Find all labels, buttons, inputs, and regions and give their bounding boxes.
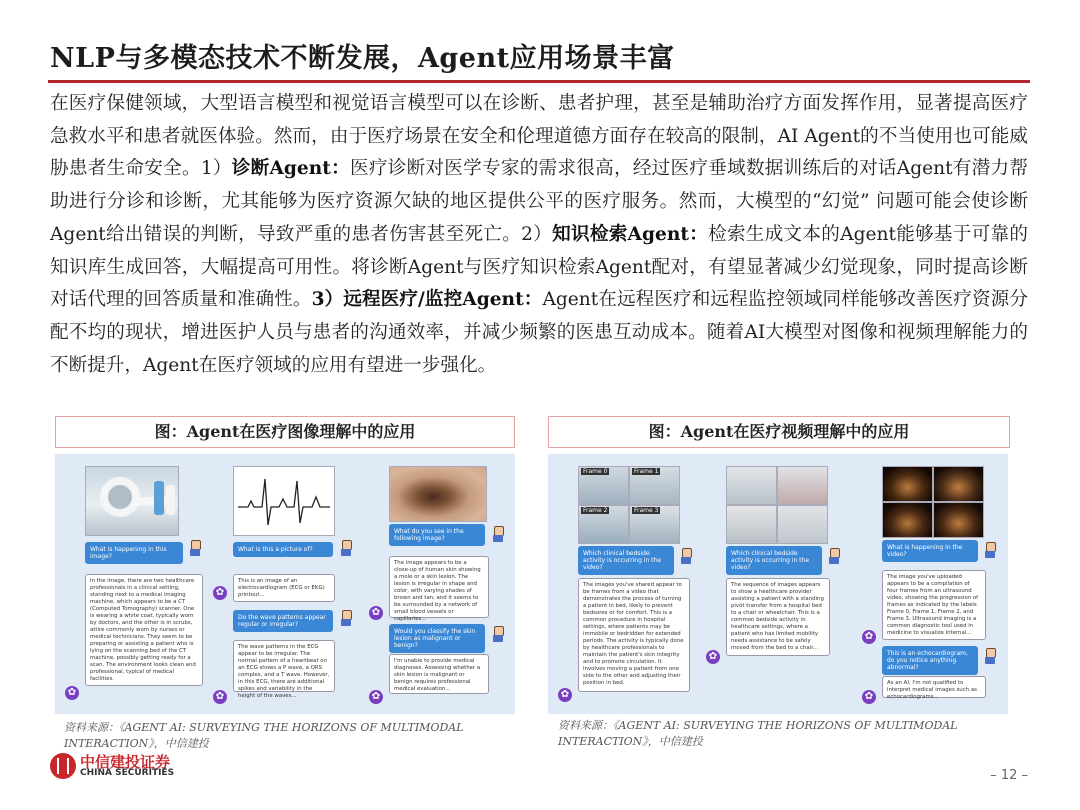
frame-label: Frame 2 — [583, 507, 608, 514]
logo-mark-icon — [50, 753, 76, 779]
user-avatar-icon — [340, 610, 352, 626]
body-paragraph — [50, 88, 1028, 382]
frame-label: Frame 0 — [583, 468, 608, 475]
answer-bubble: As an AI, I'm not qualified to interpret medical images such as echocardiograms... — [882, 676, 986, 698]
logo-chinese-name: 中信建投证券 — [80, 753, 171, 771]
figure-video-understanding — [548, 454, 1008, 714]
openai-logo-icon: ✿ — [369, 690, 383, 704]
openai-logo-icon: ✿ — [213, 586, 227, 600]
openai-logo-icon: ✿ — [65, 686, 79, 700]
source-line: 资料来源：《AGENT AI: SURVEYING THE HORIZONS OF MULTIMODAL — [64, 721, 464, 734]
user-avatar-icon — [828, 548, 840, 564]
body-text-3: 检索生成文本的Agent能够基于可靠的知识库生成回答，大幅提高可用性。将诊断Agent与医疗知识检索Agent配对，有望显著减少幻觉现象，同时提高诊断对话代理的回答质量和准确性。 — [50, 223, 1028, 311]
question-bubble: What is this a picture of? — [233, 542, 333, 557]
openai-logo-icon: ✿ — [213, 690, 227, 704]
knowledge-retrieval-agent-label: 知识检索Agent： — [552, 223, 709, 245]
figure-image-understanding — [55, 454, 515, 714]
figure-source-left — [64, 720, 464, 752]
body-text-4: Agent在远程医疗和远程监控领域同样能够改善医疗资源分配不均的现状，增进医护人员与患者的沟通效率，并减少频繁的医患互动成本。随着AI大模型对图像和视频理解能力的不断提升，Agent在医疗领域的应用有望进一步强化。 — [50, 289, 1028, 376]
user-avatar-icon — [492, 526, 504, 542]
question-bubble: Would you classify the skin lesion as malignant or benign? — [389, 624, 485, 653]
page-title: NLP与多模态技术不断发展，Agent应用场景丰富 — [50, 43, 675, 74]
telemedicine-agent-label: 3）远程医疗/监控Agent： — [311, 289, 543, 311]
frame-label: Frame 3 — [634, 507, 659, 514]
openai-logo-icon: ✿ — [558, 688, 572, 702]
answer-bubble: I'm unable to provide medical diagnoses. Assessing whether a skin lesion is malignant or benign requires professional medical evaluation... — [389, 654, 489, 694]
openai-logo-icon: ✿ — [862, 690, 876, 704]
ecg-waveform — [234, 467, 334, 535]
figure-source-right — [558, 718, 958, 750]
company-logo — [50, 751, 210, 781]
diagnosis-agent-label: 诊断Agent： — [231, 158, 350, 180]
user-avatar-icon — [492, 626, 504, 642]
openai-logo-icon: ✿ — [706, 650, 720, 664]
answer-bubble: The image you've uploaded appears to be a compilation of four frames from an ultrasound video, showing the progression of frames as indicated by the labels Frame 0, Frame 1, Frame 2, and Frame 3. Ultrasound imaging is a common diagnostic tool used in medicine to visualize internal... — [882, 570, 986, 640]
ultrasound-frames — [882, 466, 982, 536]
skin-lesion-image — [389, 466, 487, 522]
user-avatar-icon — [680, 548, 692, 564]
user-avatar-icon — [984, 648, 996, 664]
body-text-1: 在医疗保健领域，大型语言模型和视觉语言模型可以在诊断、患者护理，甚至是辅助治疗方面发挥作用，显著提高医疗急救水平和患者就医体验。然而，由于医疗场景在安全和伦理道德方面存在较高的限制，AI Agent的不当使用也可能威胁患者生命安全。1） — [50, 93, 1028, 180]
page-number: – 12 – — [990, 768, 1028, 783]
ecg-image — [233, 466, 335, 536]
user-avatar-icon — [340, 540, 352, 556]
ct-scanner-image — [85, 466, 179, 536]
title-divider — [48, 80, 1030, 83]
answer-bubble: In the image, there are two healthcare professionals in a clinical setting, standing next to a medical imaging machine, which appears to be a CT (Computed Tomography) scanner. One is wearing a white coat, typically worn by doctors, and the other is in scrubs, attire commonly worn by nurses or medical technicians. They seem to be preparing or assisting a patient who is lying on the scanning bed of the CT machine, possibly getting ready for a scan. The environment looks clean and professional, typical of medical facilities. — [85, 574, 203, 686]
answer-bubble: The images you've shared appear to be frames from a video that demonstrates the process of turning a patient in bed, likely to prevent bedsores or for comfort. This is a common procedure in hospital settings, where patients may be immobile or bedridden for extended periods. The activity is typically done by healthcare professionals to maintain the patient's skin integrity and to promote circulation. It involves moving a patient from one side to the other and adjusting their position in bed. — [578, 578, 690, 692]
question-bubble: Which clinical bedside activity is occurring in the video? — [726, 546, 822, 575]
body-text-2: 医疗诊断对医学专家的需求很高，经过医疗垂域数据训练后的对话Agent有潜力帮助进行分诊和诊断，尤其能够为医疗资源欠缺的地区提供公平的医疗服务。然而，大模型的“幻觉” 问题可能会使诊断Agent给出错误的判断，导致严重的患者伤害甚至死亡。2） — [50, 158, 1028, 245]
answer-bubble: This is an image of an electrocardiogram (ECG or EKG) printout... — [233, 574, 335, 602]
question-bubble: What is happening in the video? — [882, 540, 978, 562]
question-bubble: What do you see in the following image? — [389, 524, 485, 546]
question-bubble: This is an echocardiogram, do you notice anything abnormal? — [882, 646, 978, 675]
video-frames-turning — [578, 466, 678, 542]
question-bubble: Which clinical bedside activity is occurring in the video? — [578, 546, 674, 575]
user-avatar-icon — [984, 542, 996, 558]
video-frames-transfer — [726, 466, 826, 542]
source-line: INTERACTION》，中信建投 — [64, 737, 209, 750]
openai-logo-icon: ✿ — [369, 606, 383, 620]
answer-bubble: The image appears to be a close-up of human skin showing a mole or a skin lesion. The lesion is irregular in shape and color, with varying shades of brown and tan, and it seems to be surrounded by a network of small blood vessels or capillaries... — [389, 556, 489, 618]
logo-english-name: CHINA SECURITIES — [80, 768, 175, 778]
user-avatar-icon — [189, 540, 201, 556]
answer-bubble: The sequence of images appears to show a healthcare provider assisting a patient with a standing pivot transfer from a hospital bed to a chair or wheelchair. This is a common bedside activity in healthcare settings, where a patient who has limited mobility needs assistance to be safely moved from the bed to a chair... — [726, 578, 830, 656]
question-bubble: What is happening in this image? — [85, 542, 183, 564]
answer-bubble: The wave patterns in the ECG appear to be irregular. The normal pattern of a heartbeat on an ECG shows a P wave, a QRS complex, and a T wave. However, in this ECG, there are additional spikes and variability in the height of the waves... — [233, 640, 335, 692]
figure-title-video: 图：Agent在医疗视频理解中的应用 — [548, 416, 1010, 448]
figure-title-image: 图：Agent在医疗图像理解中的应用 — [55, 416, 515, 448]
openai-logo-icon: ✿ — [862, 630, 876, 644]
frame-label: Frame 1 — [634, 468, 659, 475]
source-line: 资料来源：《AGENT AI: SURVEYING THE HORIZONS OF MULTIMODAL — [558, 719, 958, 732]
source-line: INTERACTION》，中信建投 — [558, 735, 703, 748]
question-bubble: Do the wave patterns appear regular or irregular? — [233, 610, 333, 632]
